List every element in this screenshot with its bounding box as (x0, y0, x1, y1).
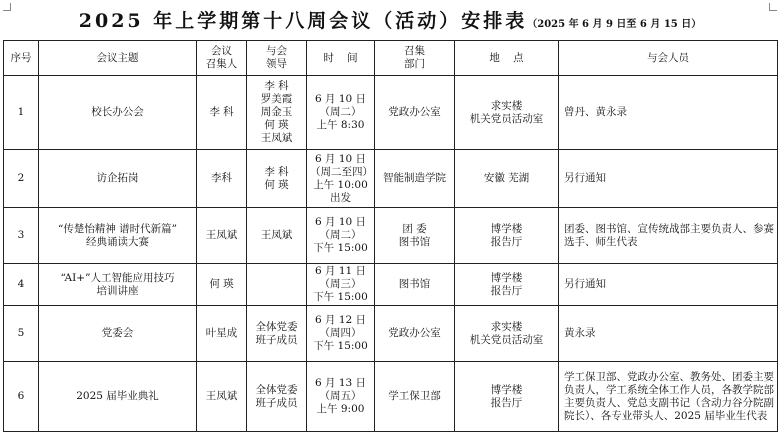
cell-convener: 叶星成 (197, 306, 247, 362)
cell-place: 求实楼 机关党员活动室 (455, 306, 559, 362)
cell-convener: 李 科 (197, 76, 247, 150)
cell-dept: 团 委 图书馆 (375, 208, 455, 264)
cell-convener: 王凤斌 (197, 208, 247, 264)
header-place: 地 点 (455, 41, 559, 76)
cell-dept: 党政办公室 (375, 76, 455, 150)
cell-attendees: 曾丹、黄永录 (559, 76, 778, 150)
cell-place: 求实楼 机关党员活动室 (455, 76, 559, 150)
cell-topic: 2025 届毕业典礼 (39, 362, 197, 432)
cell-no: 1 (4, 76, 39, 150)
header-no: 序号 (4, 41, 39, 76)
table-row (4, 306, 778, 362)
cell-place: 博学楼 报告厅 (455, 208, 559, 264)
cell-no: 6 (4, 362, 39, 432)
cell-leaders: 李 科 何 瑛 (247, 150, 307, 208)
cell-no: 3 (4, 208, 39, 264)
table-row (4, 150, 778, 208)
cell-dept: 图书馆 (375, 264, 455, 306)
cell-attendees: 团委、图书馆、宣传统战部主要负责人、参赛选手、师生代表 (559, 208, 778, 264)
header-dept: 召集 部门 (375, 41, 455, 76)
cell-topic: 校长办公会 (39, 76, 197, 150)
cell-leaders: 王凤斌 (247, 208, 307, 264)
cell-time: 6 月 12 日 （周四） 下午 15:00 (307, 306, 375, 362)
cell-topic: 党委会 (39, 306, 197, 362)
cell-dept: 智能制造学院 (375, 150, 455, 208)
header-attendees: 与会人员 (559, 41, 778, 76)
cell-dept: 学工保卫部 (375, 362, 455, 432)
cell-dept: 党政办公室 (375, 306, 455, 362)
table-row (4, 264, 778, 306)
table-header-row (4, 41, 778, 76)
header-time: 时 间 (307, 41, 375, 76)
cell-convener: 李科 (197, 150, 247, 208)
cell-leaders: 全体党委 班子成员 (247, 306, 307, 362)
header-leaders: 与会 领导 (247, 41, 307, 76)
cell-place: 博学楼 报告厅 (455, 264, 559, 306)
table-row (4, 208, 778, 264)
table-row (4, 76, 778, 150)
cell-time: 6 月 10 日 （周二） 上午 8:30 (307, 76, 375, 150)
header-topic: 会议主题 (39, 41, 197, 76)
title-date-range: （2025 年 6 月 9 日至 6 月 15 日） (527, 19, 702, 30)
cell-no: 5 (4, 306, 39, 362)
cell-attendees: 另行通知 (559, 264, 778, 306)
cell-leaders (247, 264, 307, 306)
cell-time: 6 月 11 日 （周三） 下午 15:00 (307, 264, 375, 306)
title-main: 2025 年上学期第十八周会议（活动）安排表 (78, 10, 528, 32)
cell-attendees: 学工保卫部、党政办公室、教务处、团委主要负责人，学工系统全体工作人员，各教学院部主要负责人、党总支副书记（含动力谷分院副院长）、各专业带头人、2025 届毕业生代表 (559, 362, 778, 432)
cell-attendees: 黄永录 (559, 306, 778, 362)
cell-no: 2 (4, 150, 39, 208)
table-row (4, 362, 778, 432)
cell-topic: “AI+”人工智能应用技巧 培训讲座 (39, 264, 197, 306)
cell-topic: 访企拓岗 (39, 150, 197, 208)
cell-topic: “传楚怡精神 谱时代新篇” 经典诵读大赛 (39, 208, 197, 264)
cell-attendees: 另行通知 (559, 150, 778, 208)
cell-no: 4 (4, 264, 39, 306)
cell-time: 6 月 13 日 （周五） 上午 9:00 (307, 362, 375, 432)
cell-time: 6 月 10 日 （周二至四） 上午 10:00 出发 (307, 150, 375, 208)
schedule-table (3, 40, 778, 432)
cell-convener: 何 瑛 (197, 264, 247, 306)
cell-leaders: 李 科 罗美霞 周金玉 何 瑛 王凤斌 (247, 76, 307, 150)
cell-leaders: 全体党委 班子成员 (247, 362, 307, 432)
header-convener: 会议 召集人 (197, 41, 247, 76)
cell-time: 6 月 10 日 （周二） 下午 15:00 (307, 208, 375, 264)
cell-place: 安徽 芜湖 (455, 150, 559, 208)
cell-place: 博学楼 报告厅 (455, 362, 559, 432)
cell-convener: 王凤斌 (197, 362, 247, 432)
document-title (0, 6, 780, 36)
